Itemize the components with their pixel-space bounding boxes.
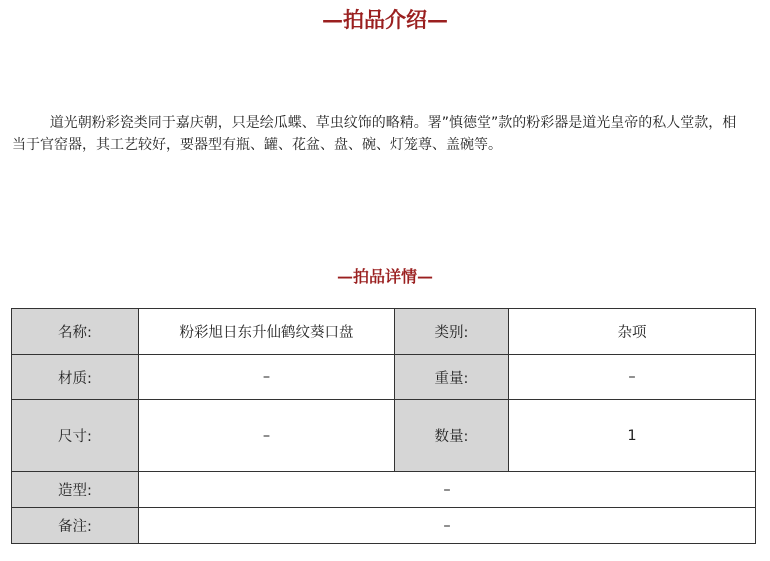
table-row bbox=[12, 309, 756, 355]
category-value: 杂项 bbox=[509, 309, 756, 355]
table-row bbox=[12, 472, 756, 508]
material-label: 材质: bbox=[12, 355, 139, 400]
material-value: – bbox=[139, 355, 395, 400]
details-section-title: —拍品详情— bbox=[336, 267, 433, 286]
size-value: – bbox=[139, 400, 395, 472]
category-label: 类别: bbox=[395, 309, 509, 355]
size-label: 尺寸: bbox=[12, 400, 139, 472]
weight-value: – bbox=[509, 355, 756, 400]
weight-label: 重量: bbox=[395, 355, 509, 400]
table-row bbox=[12, 400, 756, 472]
shape-label: 造型: bbox=[12, 472, 139, 508]
table-row bbox=[12, 508, 756, 544]
quantity-label: 数量: bbox=[395, 400, 509, 472]
intro-section-title: —拍品介绍— bbox=[322, 7, 448, 32]
table-row bbox=[12, 355, 756, 400]
name-label: 名称: bbox=[12, 309, 139, 355]
intro-paragraph: 道光朝粉彩瓷类同于嘉庆朝，只是绘瓜蝶、草虫纹饰的略精。署”慎德堂”款的粉彩器是道光皇帝的私人堂款，相当于官窑器，其工艺较好，要器型有瓶、罐、花盆、盘、碗、灯笼尊、盖碗等。 bbox=[12, 115, 737, 153]
remarks-value: – bbox=[139, 508, 756, 544]
details-table bbox=[11, 308, 756, 544]
remarks-label: 备注: bbox=[12, 508, 139, 544]
name-value: 粉彩旭日东升仙鹤纹葵口盘 bbox=[139, 309, 395, 355]
quantity-value: 1 bbox=[509, 400, 756, 472]
shape-value: – bbox=[139, 472, 756, 508]
